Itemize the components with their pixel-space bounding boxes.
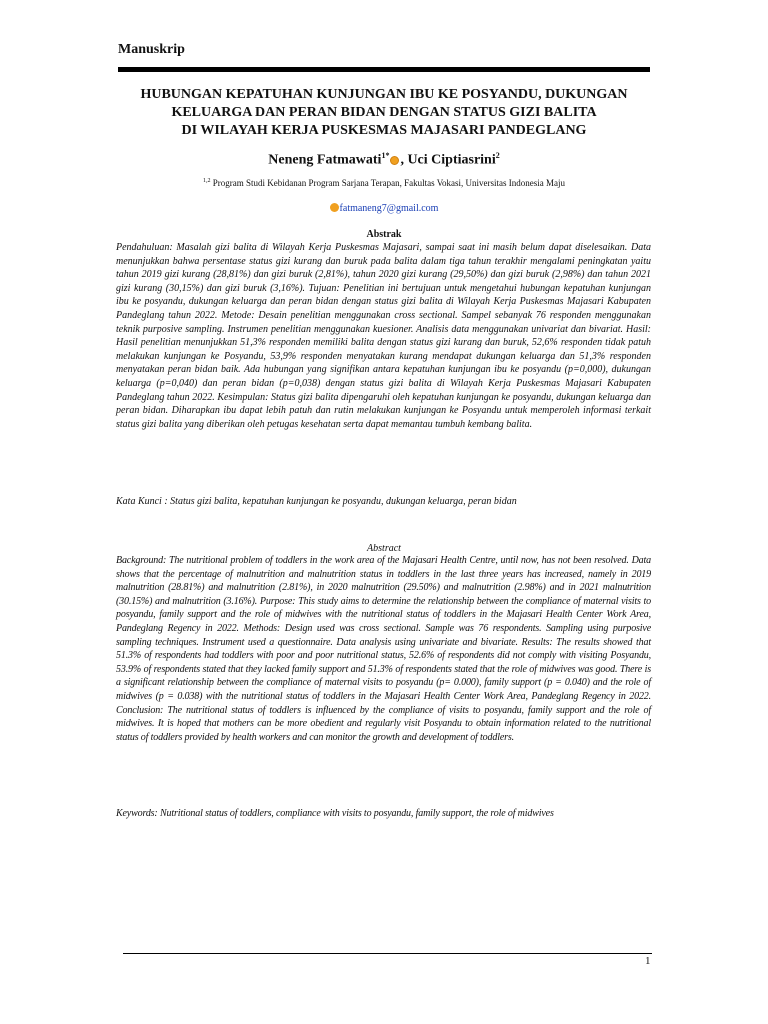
abstrak-heading: Abstrak (366, 229, 402, 240)
corresponding-email (118, 203, 650, 214)
orcid-icon[interactable] (390, 156, 399, 165)
email-link[interactable]: fatmaneng7@gmail.com (339, 203, 439, 214)
footer-rule (123, 953, 652, 954)
author-1-name: Neneng Fatmawati (268, 152, 382, 168)
keywords: Keywords: Nutritional status of toddlers, compliance with visits to posyandu, family support, the role of midwives (116, 808, 554, 819)
affiliation (118, 178, 650, 188)
title-line-2: KELUARGA DAN PERAN BIDAN DENGAN STATUS GIZI BALITA (171, 105, 597, 120)
affiliation-sup: 1,2 (202, 178, 211, 184)
author-list (118, 151, 650, 169)
affiliation-text: Program Studi Kebidanan Program Sarjana Terapan, Fakultas Vokasi, Universitas Indonesia Maju (212, 178, 566, 188)
author-2-name: Uci Ciptiasrini (407, 152, 496, 168)
abstract-heading: Abstract (367, 543, 401, 554)
running-header: Manuskrip (118, 42, 185, 57)
page-number: 1 (645, 955, 651, 967)
kata-kunci: Kata Kunci : Status gizi balita, kepatuhan kunjungan ke posyandu, dukungan keluarga, peran bidan (116, 496, 517, 507)
abstract-body: Background: The nutritional problem of toddlers in the work area of the Majasari Health Centre, until now, has not been resolved. Data shows that the percentage of malnutrition and malnutrition status in toddlers in the last three years has increased, namely in 2019 malnutrition (28.81%) and malnutrition (2.81%), in 2020 malnutrition (29.50%) and malnutrition (2.98%) and in 2021 malnutrition (30.15%) and malnutrition (3.16%). Purpose: This study aims to determine the relationship between the compliance of maternal visits to posyandu, family support and the role of midwives with the nutritional status of toddlers in the Majasari Health Center Work Area, Pandeglang Regency in 2022. Methods: Design used was cross sectional. Sample was 76 respondents. Sampling using purposive sampling techniques. Instrument used a questionnaire. Data analysis using univariate and bivariate. Results: The results showed that 51.3% of respondents had toddlers with poor and poor nutritional status, 52.6% of respondents did not comply with visiting Posyandu, 53.9% of respondents stated that they lacked family support and 51.3% of respondents stated that the role of midwives was good. There is a significant relationship between the compliance of maternal visits to posyandu (p= 0.000), family support (p = 0.040) and the role of midwives (p = 0.038) with the nutritional status of toddlers in the Majasari Health Center Work Area, Pandeglang Regency in 2022. Conclusion: The nutritional status of toddlers is influenced by the compliance of visits to posyandu, family support and the role of midwives. It is hoped that mothers can be more obedient and regularly visit Posyandu to obtain information related to the nutritional status of toddlers provided by health workers and can monitor the growth and development of toddlers. (116, 555, 651, 743)
paper-title (118, 86, 650, 140)
author-separator: , (400, 152, 408, 168)
abstrak-body: Pendahuluan: Masalah gizi balita di Wilayah Kerja Puskesmas Majasari, sampai saat ini masih belum dapat diselesaikan. Data menunjukkan bahwa persentase status gizi kurang dan buruk pada balita dalam tiga tahun terakhir mengalami peningkatan yaitu tahun 2019 gizi kurang (28,81%) dan gizi buruk (2,81%), tahun 2020 gizi kurang (29,50%) dan gizi buruk (2,98%) dan tahun 2021 gizi kurang (30,15%) dan gizi buruk (3,16%). Tujuan: Penelitian ini bertujuan untuk mengetahui hubungan kepatuhan kunjungan ibu ke posyandu, dukungan keluarga dan peran bidan dengan status gizi balita di Wilayah Kerja Puskesmas Majasari Kabupaten Pandeglang tahun 2022. Metode: Desain penelitian menggunakan cross sectional. Sampel sebanyak 76 responden menggunakan teknik purposive sampling. Instrumen penelitian menggunakan kuesioner. Analisis data menggunakan univariat dan bivariat. Hasil: Hasil penelitian menunjukkan 51,3% responden memiliki balita dengan status gizi kurang dan buruk, 52,6% responden tidak patuh melakukan kunjungan ke Posyandu, 53,9% responden menyatakan kurang mendapat dukungan keluarga dan 51,3% responden menyatakan peran bidan baik. Ada hubungan yang signifikan antara kepatuhan kunjungan ibu ke posyandu (p=0,000), dukungan keluarga (p=0,040) dan peran bidan (p=0,038) dengan status gizi balita di Wilayah Kerja Puskesmas Majasari Kabupaten Pandeglang tahun 2022. Kesimpulan: Status gizi balita dipengaruhi oleh kepatuhan kunjungan ke posyandu, dukungan keluarga dan peran bidan. Diharapkan ibu dapat lebih patuh dan rutin melakukan kunjungan ke Posyandu untuk memperoleh informasi terkait status gizi balita yang diberikan oleh petugas kesehatan serta dapat memantau tumbuh kembang balita. (116, 242, 651, 430)
author-1-sup: 1* (381, 151, 390, 160)
title-line-1: HUBUNGAN KEPATUHAN KUNJUNGAN IBU KE POSYANDU, DUKUNGAN (140, 87, 628, 102)
email-icon (330, 203, 339, 212)
header-rule (118, 67, 650, 72)
title-line-3: DI WILAYAH KERJA PUSKESMAS MAJASARI PANDEGLANG (181, 123, 587, 138)
author-2-sup: 2 (495, 151, 500, 160)
